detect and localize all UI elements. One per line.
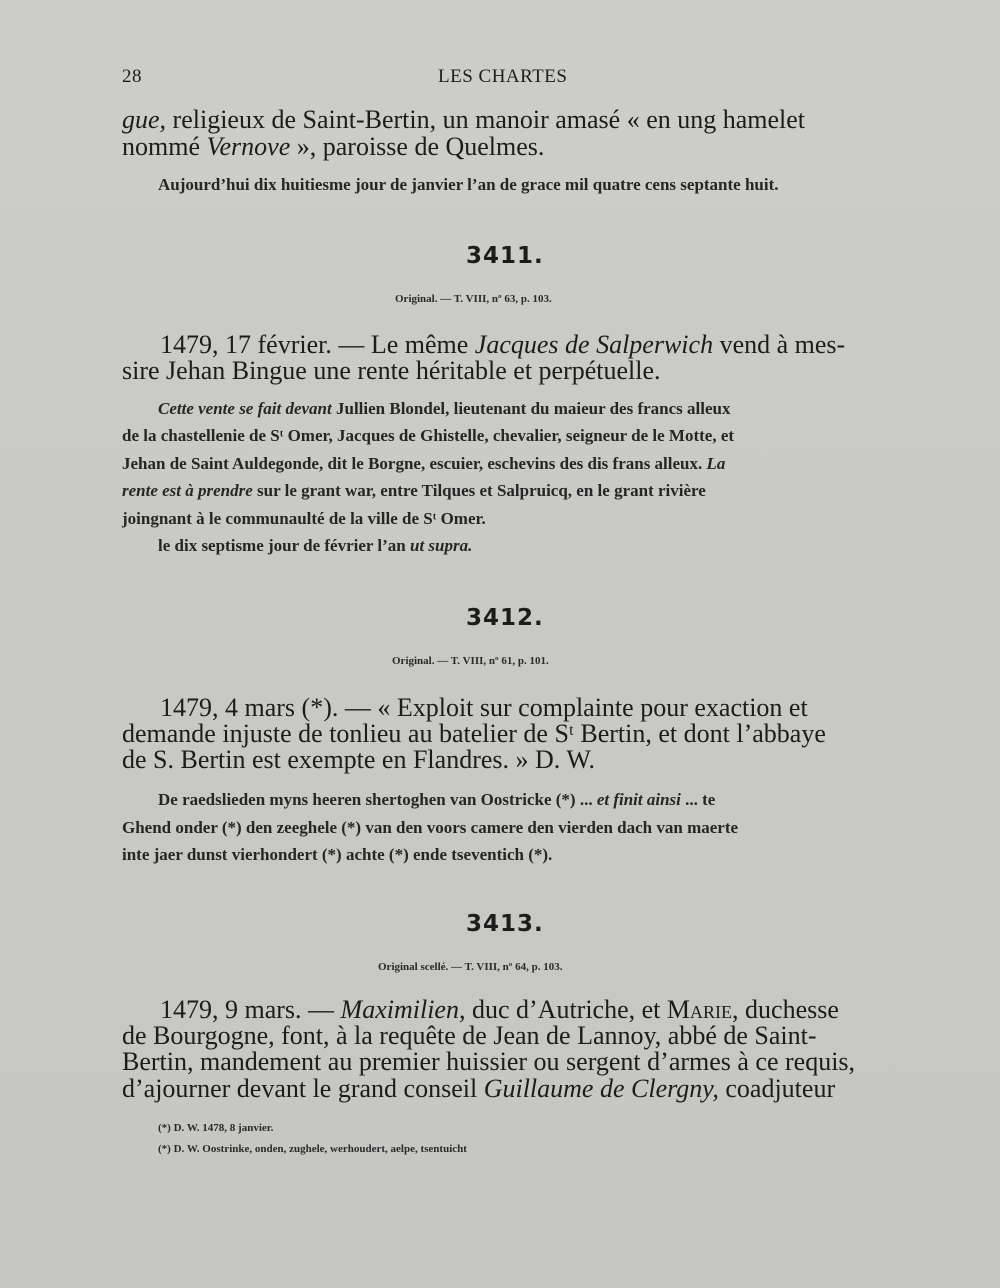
entry-summary-3412-line-3: de S. Bertin est exempte en Flandres. » D. W.	[122, 745, 595, 774]
entry-body-3411-line-1: Cette vente se fait devant Jullien Blondel, lieutenant du maieur des francs alleux	[158, 399, 731, 418]
entry-source-3413: Original scellé. — T. VIII, nº 64, p. 103.	[378, 961, 563, 973]
entry-body-3411-line-6: le dix septisme jour de février l’an ut supra.	[158, 536, 473, 555]
entry-body-3411-line-3: Jehan de Saint Auldegonde, dit le Borgne, escuier, eschevins des dis frans alleux. La	[122, 454, 726, 473]
entry-number-3411: 3411.	[466, 243, 544, 269]
intro-date-line: Aujourd’hui dix huitiesme jour de janvier l’an de grace mil quatre cens septante huit.	[158, 175, 779, 194]
entry-body-3411-line-5: joingnant à le communaulté de la ville de Sᵗ Omer.	[122, 509, 486, 528]
entry-body-3412-line-1: De raedslieden myns heeren shertoghen van Oostricke (*) ... et finit ainsi ... te	[158, 790, 716, 809]
entry-number-3413: 3413.	[466, 911, 544, 937]
entry-body-3412-line-2: Ghend onder (*) den zeeghele (*) van den voors camere den vierden dach van maerte	[122, 818, 739, 837]
page-number: 28	[122, 66, 142, 87]
entry-summary-3413-line-4: d’ajourner devant le grand conseil Guillaume de Clergny, coadjuteur	[122, 1074, 836, 1103]
entry-source-3412: Original. — T. VIII, nº 61, p. 101.	[392, 655, 549, 667]
footnote-1: (*) D. W. 1478, 8 janvier.	[158, 1122, 274, 1134]
running-title: LES CHARTES	[438, 66, 568, 87]
entry-summary-3413-line-1: 1479, 9 mars. — Maximilien, duc d’Autriche, et Marie, duchesse	[160, 995, 839, 1024]
entry-summary-3411-line-2: sire Jehan Bingue une rente héritable et perpétuelle.	[122, 356, 661, 385]
entry-body-3411-line-4: rente est à prendre sur le grant war, entre Tilques et Salpruicq, en le grant rivière	[122, 481, 706, 500]
entry-summary-3413-line-3: Bertin, mandement au premier huissier ou sergent d’armes à ce requis,	[122, 1047, 856, 1076]
footnote-2: (*) D. W. Oostrinke, onden, zughele, werhoudert, aelpe, tsentuicht	[158, 1143, 467, 1155]
intro-line-1: gue, religieux de Saint-Bertin, un manoir amasé « en ung hamelet	[122, 105, 806, 134]
entry-number-3412: 3412.	[466, 605, 544, 631]
entry-body-3412-line-3: inte jaer dunst vierhondert (*) achte (*) ende tseventich (*).	[122, 845, 553, 864]
intro-line-2: nommé Vernove », paroisse de Quelmes.	[122, 132, 545, 161]
entry-summary-3413-line-2: de Bourgogne, font, à la requête de Jean de Lannoy, abbé de Saint-	[122, 1021, 817, 1050]
entry-source-3411: Original. — T. VIII, nº 63, p. 103.	[395, 293, 552, 305]
entry-summary-3412-line-1: 1479, 4 mars (*). — « Exploit sur complainte pour exaction et	[160, 693, 808, 722]
entry-body-3411-line-2: de la chastellenie de Sᵗ Omer, Jacques de Ghistelle, chevalier, seigneur de le Motte, et	[122, 426, 735, 445]
entry-summary-3411-line-1: 1479, 17 février. — Le même Jacques de Salperwich vend à mes-	[160, 330, 846, 359]
entry-summary-3412-line-2: demande injuste de tonlieu au batelier de Sᵗ Bertin, et dont l’abbaye	[122, 719, 826, 748]
